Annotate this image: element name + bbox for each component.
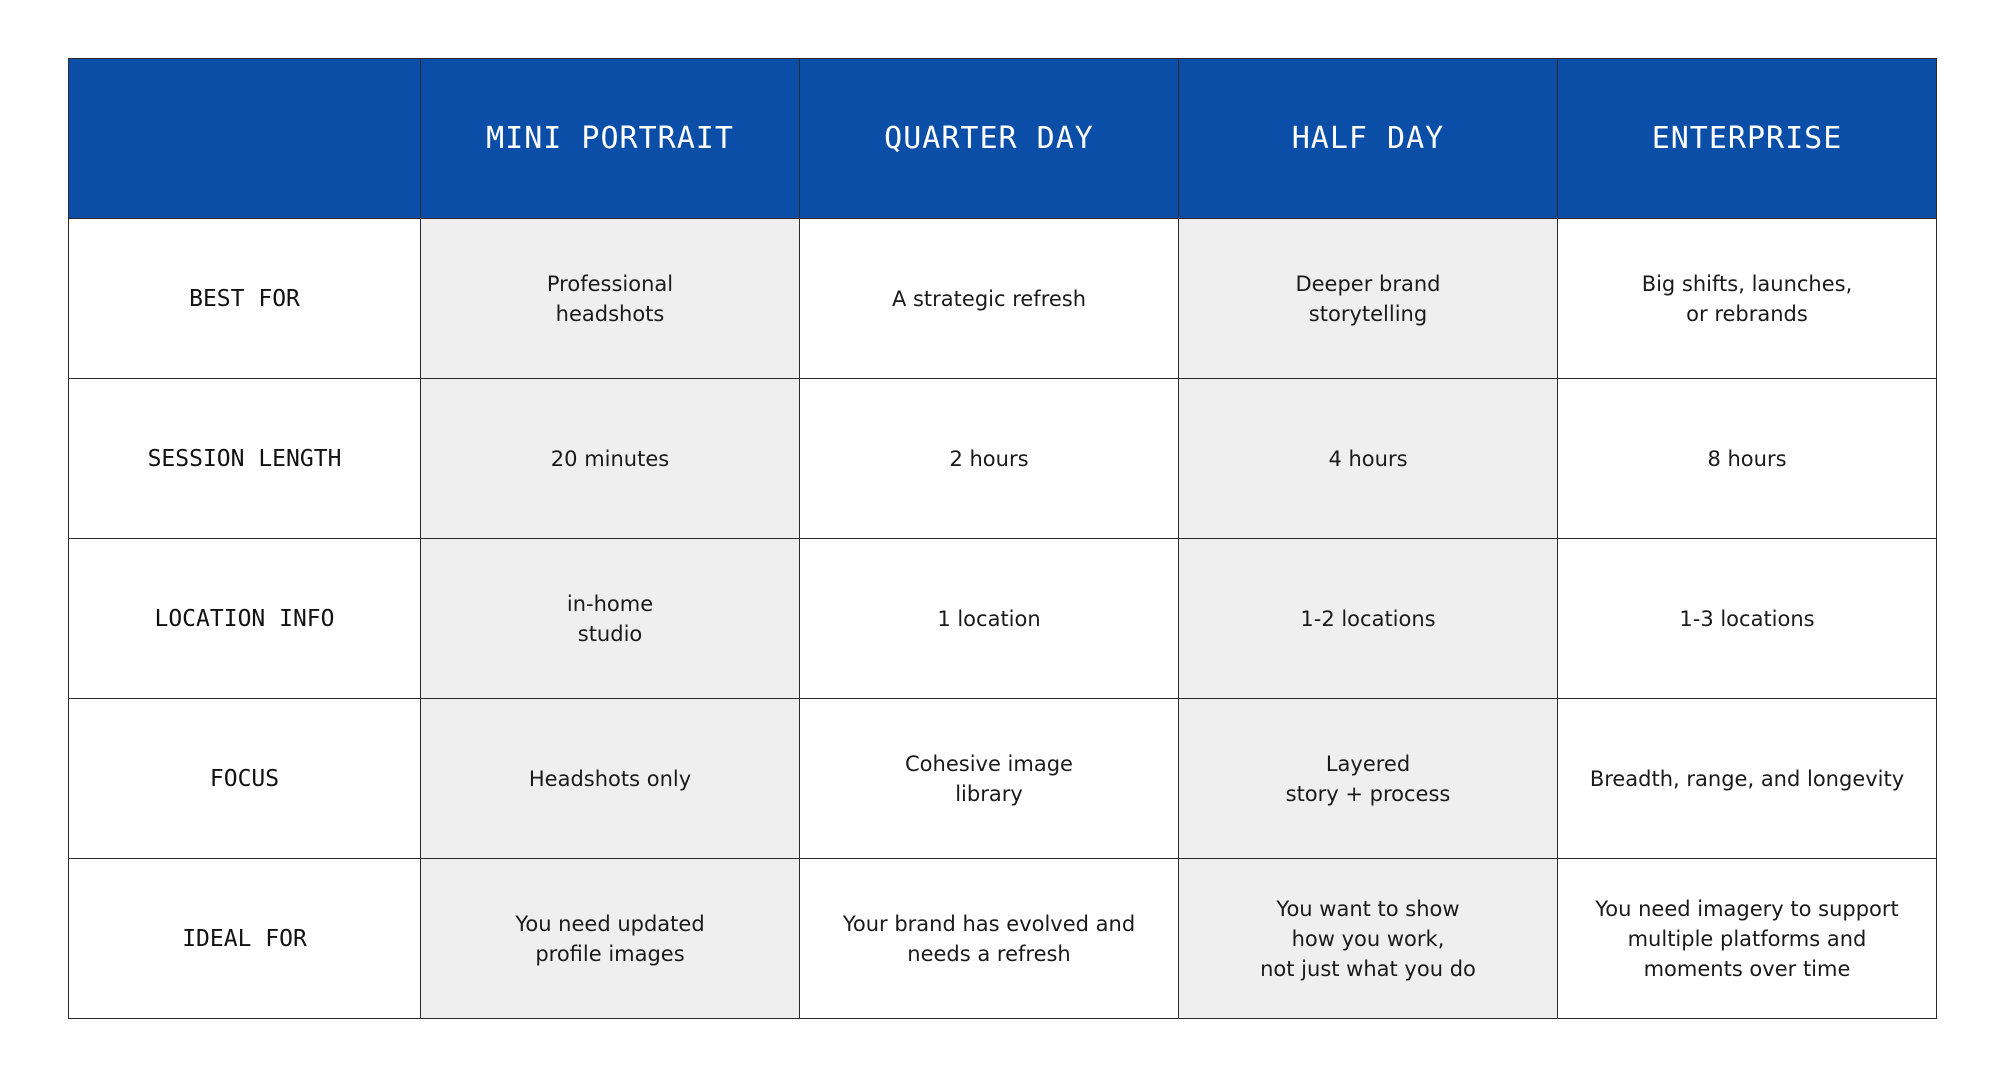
cell-text-line: Headshots only bbox=[528, 766, 692, 791]
cell-best-for-enterprise bbox=[1558, 219, 1937, 379]
cell-session-length-quarter-day bbox=[800, 379, 1179, 539]
column-header-mini-portrait: MINI PORTRAIT bbox=[421, 59, 800, 219]
cell-text-line: Big shifts, launches, bbox=[1641, 271, 1853, 296]
row-label-location-info: LOCATION INFO bbox=[69, 539, 421, 699]
cell-location-info-enterprise bbox=[1558, 539, 1937, 699]
cell-text-line: 20 minutes bbox=[550, 446, 670, 471]
cell-text-line: Professional bbox=[546, 271, 674, 296]
cell-text-line: You want to show bbox=[1276, 896, 1460, 921]
cell-text-line: Your brand has evolved and bbox=[842, 911, 1136, 936]
cell-location-info-half-day bbox=[1179, 539, 1558, 699]
cell-focus-quarter-day bbox=[800, 699, 1179, 859]
cell-focus-mini-portrait bbox=[421, 699, 800, 859]
cell-text-line: storytelling bbox=[1308, 301, 1428, 326]
table-row-location-info bbox=[69, 539, 1937, 699]
row-label-session-length: SESSION LENGTH bbox=[69, 379, 421, 539]
cell-text-line: 1-2 locations bbox=[1300, 606, 1436, 631]
cell-text-line: not just what you do bbox=[1260, 956, 1476, 981]
cell-text-line: profile images bbox=[535, 941, 685, 966]
cell-text-line: multiple platforms and bbox=[1627, 926, 1867, 951]
cell-best-for-quarter-day bbox=[800, 219, 1179, 379]
cell-ideal-for-half-day bbox=[1179, 859, 1558, 1019]
row-label-ideal-for: IDEAL FOR bbox=[69, 859, 421, 1019]
cell-location-info-quarter-day bbox=[800, 539, 1179, 699]
cell-text-line: story + process bbox=[1285, 781, 1451, 806]
cell-text-line: headshots bbox=[555, 301, 665, 326]
cell-text-line: library bbox=[955, 781, 1023, 806]
cell-ideal-for-mini-portrait bbox=[421, 859, 800, 1019]
cell-focus-enterprise bbox=[1558, 699, 1937, 859]
cell-text-line: Breadth, range, and longevity bbox=[1589, 766, 1905, 791]
table-header bbox=[69, 59, 1937, 219]
header-row bbox=[69, 59, 1937, 219]
cell-focus-half-day bbox=[1179, 699, 1558, 859]
pricing-comparison-table bbox=[68, 58, 1937, 1019]
table-row-focus bbox=[69, 699, 1937, 859]
row-label-focus: FOCUS bbox=[69, 699, 421, 859]
cell-text-line: A strategic refresh bbox=[891, 286, 1087, 311]
cell-text-line: 1-3 locations bbox=[1679, 606, 1815, 631]
cell-text-line: or rebrands bbox=[1686, 301, 1808, 326]
cell-text-line: Deeper brand bbox=[1295, 271, 1441, 296]
column-header-quarter-day: QUARTER DAY bbox=[800, 59, 1179, 219]
column-header-half-day: HALF DAY bbox=[1179, 59, 1558, 219]
cell-text-line: how you work, bbox=[1291, 926, 1445, 951]
cell-session-length-enterprise bbox=[1558, 379, 1937, 539]
cell-ideal-for-enterprise bbox=[1558, 859, 1937, 1019]
cell-best-for-half-day bbox=[1179, 219, 1558, 379]
table-row-best-for bbox=[69, 219, 1937, 379]
cell-text-line: You need imagery to support bbox=[1595, 896, 1899, 921]
table-row-session-length bbox=[69, 379, 1937, 539]
column-header-enterprise: ENTERPRISE bbox=[1558, 59, 1937, 219]
cell-text-line: 4 hours bbox=[1328, 446, 1408, 471]
cell-text-line: needs a refresh bbox=[907, 941, 1071, 966]
cell-text-line: in-home bbox=[566, 591, 654, 616]
cell-session-length-half-day bbox=[1179, 379, 1558, 539]
cell-text-line: studio bbox=[577, 621, 643, 646]
cell-text-line: 2 hours bbox=[949, 446, 1029, 471]
table-body bbox=[69, 219, 1937, 1019]
table-row-ideal-for bbox=[69, 859, 1937, 1019]
cell-text-line: 1 location bbox=[937, 606, 1041, 631]
cell-text-line: moments over time bbox=[1643, 956, 1851, 981]
cell-text-line: Layered bbox=[1325, 751, 1411, 776]
header-corner-cell bbox=[69, 59, 421, 219]
cell-location-info-mini-portrait bbox=[421, 539, 800, 699]
cell-best-for-mini-portrait bbox=[421, 219, 800, 379]
cell-session-length-mini-portrait bbox=[421, 379, 800, 539]
cell-text-line: Cohesive image bbox=[905, 751, 1073, 776]
row-label-best-for: BEST FOR bbox=[69, 219, 421, 379]
cell-text-line: 8 hours bbox=[1707, 446, 1787, 471]
cell-text-line: You need updated bbox=[515, 911, 705, 936]
cell-ideal-for-quarter-day bbox=[800, 859, 1179, 1019]
